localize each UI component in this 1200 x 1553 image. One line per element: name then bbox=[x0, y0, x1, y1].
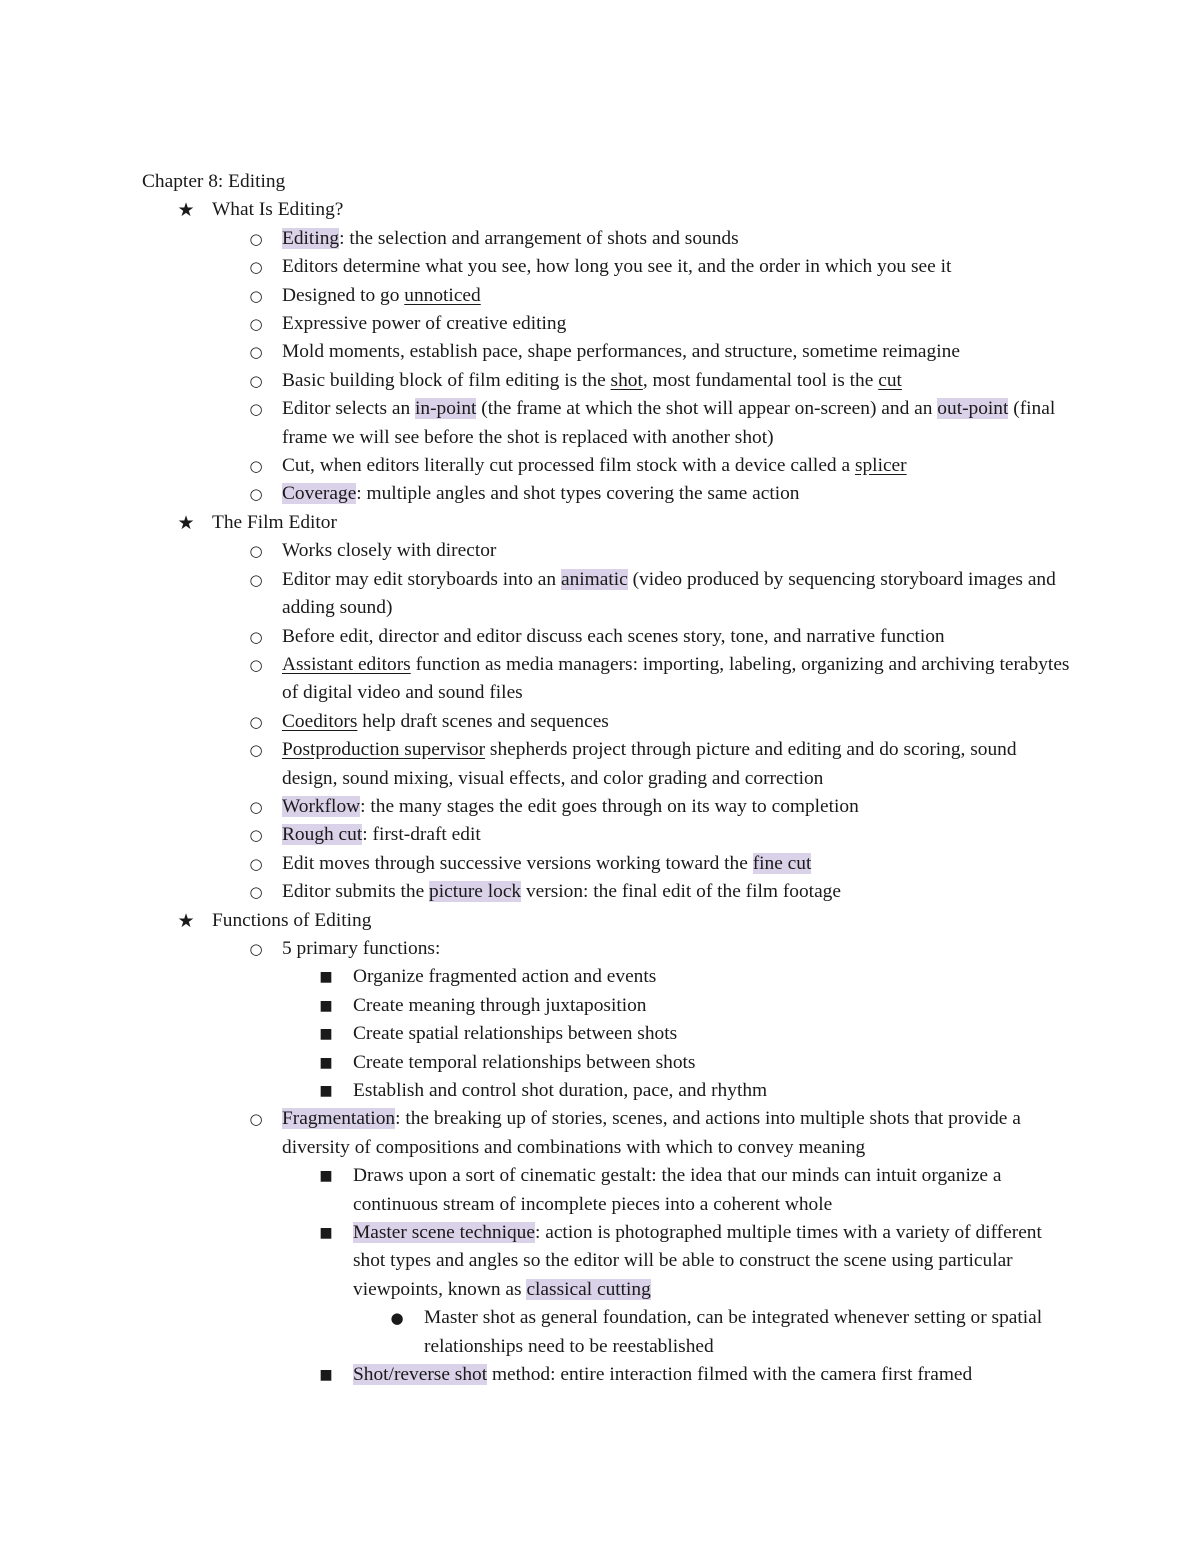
text-segment: : the breaking up of stories, scenes, and actions into multiple shots that provide a diversity of compositions and combinations with which to convey meaning bbox=[282, 1108, 1021, 1158]
outline-item-level-2 bbox=[142, 480, 1072, 508]
item-text bbox=[353, 995, 647, 1016]
item-text bbox=[282, 483, 799, 504]
text-segment: What Is Editing? bbox=[212, 199, 344, 221]
item-text bbox=[282, 711, 609, 732]
text-segment: (video produced by sequencing storyboard images and adding sound) bbox=[282, 568, 1056, 619]
hollow-circle-bullet-icon: ○ bbox=[249, 570, 263, 589]
highlighted-term: Fragmentation bbox=[282, 1108, 396, 1130]
highlighted-term: Shot/reverse shot bbox=[353, 1364, 488, 1386]
outline-item-level-2 bbox=[142, 736, 1072, 793]
hollow-circle-bullet-icon: ○ bbox=[249, 315, 263, 334]
text-segment: Basic building block of film editing is the bbox=[282, 369, 611, 391]
item-text bbox=[282, 256, 951, 277]
text-segment: Cut, when editors literally cut processed film stock with a device called a bbox=[282, 455, 855, 477]
outline-item-level-3 bbox=[142, 1219, 1072, 1304]
outline-item-level-3 bbox=[142, 1049, 1072, 1077]
outline-item-level-2 bbox=[142, 850, 1072, 878]
outline-item-level-2 bbox=[142, 623, 1072, 651]
hollow-circle-bullet-icon: ○ bbox=[249, 229, 263, 248]
highlighted-term: Coverage bbox=[282, 483, 357, 505]
outline-item-level-2 bbox=[142, 566, 1072, 623]
item-text bbox=[353, 1165, 1002, 1214]
item-text bbox=[282, 654, 1069, 703]
text-segment: : multiple angles and shot types covering the same action bbox=[356, 483, 800, 505]
document-body bbox=[142, 168, 1072, 1389]
text-segment: : first-draft edit bbox=[362, 824, 481, 846]
item-text bbox=[282, 285, 481, 306]
item-text bbox=[282, 796, 859, 817]
outline-item-level-2 bbox=[142, 338, 1072, 366]
highlighted-term: classical cutting bbox=[526, 1278, 651, 1300]
item-text bbox=[282, 398, 1055, 447]
text-segment: Before edit, director and editor discuss each scenes story, tone, and narrative function bbox=[282, 625, 945, 647]
item-text bbox=[212, 512, 337, 533]
text-segment: Create temporal relationships between shots bbox=[353, 1051, 696, 1073]
hollow-circle-bullet-icon: ○ bbox=[249, 854, 263, 873]
item-text bbox=[212, 199, 343, 220]
hollow-circle-bullet-icon: ○ bbox=[249, 655, 263, 674]
item-text bbox=[282, 853, 811, 874]
underlined-term: cut bbox=[878, 369, 902, 391]
text-segment: Editor may edit storyboards into an bbox=[282, 568, 561, 590]
item-text bbox=[353, 1052, 695, 1073]
underlined-term: splicer bbox=[854, 455, 907, 477]
outline-item-level-2 bbox=[142, 452, 1072, 480]
text-segment: : action is photographed multiple times with a variety of different shot types and angles so the editor will be able to construct the scene using particular viewpoints, known as bbox=[353, 1222, 1042, 1300]
outline-item-level-2 bbox=[142, 935, 1072, 963]
hollow-circle-bullet-icon: ○ bbox=[249, 286, 263, 305]
hollow-circle-bullet-icon: ○ bbox=[249, 258, 263, 277]
square-bullet-icon: ■ bbox=[319, 1168, 333, 1185]
text-segment: (the frame at which the shot will appear on-screen) and an bbox=[476, 398, 938, 420]
outline-item-level-2 bbox=[142, 282, 1072, 310]
outline-item-level-2 bbox=[142, 1105, 1072, 1162]
hollow-circle-bullet-icon: ○ bbox=[249, 826, 263, 845]
hollow-circle-bullet-icon: ○ bbox=[249, 457, 263, 476]
text-segment: Editors determine what you see, how long you see it, and the order in which you see it bbox=[282, 256, 952, 278]
text-segment: , most fundamental tool is the bbox=[642, 369, 879, 391]
outline-item-level-2 bbox=[142, 225, 1072, 253]
underlined-term: Assistant editors bbox=[282, 653, 411, 675]
text-segment: Functions of Editing bbox=[212, 909, 372, 931]
highlighted-term: Master scene technique bbox=[353, 1222, 535, 1244]
text-segment: Create meaning through juxtaposition bbox=[353, 994, 647, 1016]
square-bullet-icon: ■ bbox=[319, 997, 333, 1014]
text-segment: : the many stages the edit goes through on its way to completion bbox=[360, 795, 859, 817]
text-segment: shepherds project through picture and editing and do scoring, sound design, sound mixing, visual effects, and color grading and correction bbox=[282, 739, 1017, 789]
item-text bbox=[353, 1080, 767, 1101]
square-bullet-icon: ■ bbox=[319, 1026, 333, 1043]
underlined-term: unnoticed bbox=[404, 284, 481, 306]
outline-item-level-4 bbox=[142, 1304, 1072, 1361]
text-segment: Expressive power of creative editing bbox=[282, 313, 567, 335]
outline-list bbox=[142, 196, 1072, 1389]
text-segment: 5 primary functions: bbox=[282, 937, 441, 959]
text-segment: Editor submits the bbox=[282, 881, 430, 903]
text-segment: Designed to go bbox=[282, 284, 405, 306]
text-segment: Create spatial relationships between shots bbox=[353, 1023, 678, 1045]
star-bullet-icon: ★ bbox=[177, 909, 195, 932]
page-title: Chapter 8: Editing bbox=[142, 171, 286, 192]
text-segment: Edit moves through successive versions working toward the bbox=[282, 852, 753, 874]
square-bullet-icon: ■ bbox=[319, 1225, 333, 1242]
hollow-circle-bullet-icon: ○ bbox=[249, 542, 263, 561]
outline-item-level-2 bbox=[142, 310, 1072, 338]
outline-item-level-1 bbox=[142, 509, 1072, 537]
hollow-circle-bullet-icon: ○ bbox=[249, 741, 263, 760]
square-bullet-icon: ■ bbox=[319, 1083, 333, 1099]
text-segment: Mold moments, establish pace, shape performances, and structure, sometime reimagine bbox=[282, 341, 960, 363]
highlighted-term: Editing bbox=[282, 227, 340, 249]
outline-item-level-2 bbox=[142, 395, 1072, 452]
square-bullet-icon: ■ bbox=[319, 969, 333, 986]
highlighted-term: Workflow bbox=[282, 795, 361, 817]
highlighted-term: animatic bbox=[560, 568, 628, 590]
item-text bbox=[282, 313, 566, 334]
item-text bbox=[282, 881, 841, 902]
text-segment: Editor selects an bbox=[282, 398, 415, 420]
text-segment: method: entire interaction filmed with the camera first framed bbox=[487, 1364, 973, 1386]
item-text bbox=[282, 228, 739, 249]
item-text bbox=[212, 910, 371, 931]
item-text bbox=[282, 341, 960, 362]
item-text bbox=[282, 1108, 1021, 1157]
text-segment: Works closely with director bbox=[282, 540, 497, 562]
text-segment: Draws upon a sort of cinematic gestalt: the idea that our minds can intuit organize a continuous stream of incomplete pieces into a coherent whole bbox=[353, 1165, 1002, 1215]
text-segment: help draft scenes and sequences bbox=[357, 710, 609, 732]
text-segment: : the selection and arrangement of shots and sounds bbox=[339, 227, 739, 249]
item-text bbox=[353, 1364, 972, 1385]
highlighted-term: in-point bbox=[415, 398, 477, 420]
outline-item-level-3 bbox=[142, 1077, 1072, 1105]
star-bullet-icon: ★ bbox=[177, 511, 195, 534]
outline-item-level-2 bbox=[142, 651, 1072, 708]
text-segment: function as media managers: importing, labeling, organizing and archiving terabytes of digital video and sound files bbox=[282, 653, 1070, 704]
item-text bbox=[282, 938, 440, 959]
hollow-circle-bullet-icon: ○ bbox=[249, 371, 263, 390]
item-text bbox=[353, 1222, 1042, 1300]
text-segment: The Film Editor bbox=[212, 511, 337, 533]
item-text bbox=[282, 540, 496, 561]
text-segment: Master shot as general foundation, can be integrated whenever setting or spatial relationships need to be reestablished bbox=[424, 1307, 1043, 1357]
hollow-circle-bullet-icon: ○ bbox=[249, 1110, 263, 1129]
hollow-circle-bullet-icon: ○ bbox=[249, 400, 263, 419]
underlined-term: Coeditors bbox=[282, 710, 358, 732]
item-text bbox=[282, 824, 481, 845]
item-text bbox=[282, 739, 1017, 788]
hollow-circle-bullet-icon: ○ bbox=[249, 485, 263, 504]
hollow-circle-bullet-icon: ○ bbox=[249, 343, 263, 362]
highlighted-term: picture lock bbox=[429, 881, 522, 903]
outline-item-level-3 bbox=[142, 1361, 1072, 1389]
highlighted-term: out-point bbox=[937, 398, 1009, 420]
outline-item-level-1 bbox=[142, 907, 1072, 935]
text-segment: version: the final edit of the film footage bbox=[521, 881, 841, 903]
outline-item-level-2 bbox=[142, 367, 1072, 395]
text-segment: (final frame we will see before the shot is replaced with another shot) bbox=[282, 398, 1056, 448]
outline-item-level-3 bbox=[142, 992, 1072, 1020]
outline-item-level-2 bbox=[142, 821, 1072, 849]
outline-item-level-3 bbox=[142, 1020, 1072, 1048]
square-bullet-icon: ■ bbox=[319, 1367, 333, 1384]
outline-item-level-3 bbox=[142, 1162, 1072, 1219]
highlighted-term: Rough cut bbox=[282, 824, 363, 846]
underlined-term: shot bbox=[610, 369, 643, 391]
hollow-circle-bullet-icon: ○ bbox=[249, 939, 263, 958]
outline-item-level-2 bbox=[142, 708, 1072, 736]
text-segment: Establish and control shot duration, pace, and rhythm bbox=[353, 1080, 768, 1101]
text-segment: Organize fragmented action and events bbox=[353, 966, 657, 988]
outline-item-level-2 bbox=[142, 793, 1072, 821]
outline-item-level-3 bbox=[142, 963, 1072, 991]
item-text bbox=[282, 569, 1056, 618]
star-bullet-icon: ★ bbox=[177, 199, 195, 222]
outline-item-level-2 bbox=[142, 878, 1072, 906]
outline-item-level-1 bbox=[142, 196, 1072, 224]
item-text bbox=[282, 370, 902, 391]
item-text bbox=[282, 455, 907, 476]
hollow-circle-bullet-icon: ○ bbox=[249, 883, 263, 902]
highlighted-term: fine cut bbox=[752, 852, 812, 874]
item-text bbox=[353, 1023, 677, 1044]
item-text bbox=[424, 1307, 1042, 1356]
hollow-circle-bullet-icon: ○ bbox=[249, 712, 263, 731]
underlined-term: Postproduction supervisor bbox=[282, 739, 486, 761]
filled-circle-bullet-icon: ● bbox=[390, 1309, 404, 1328]
item-text bbox=[353, 966, 656, 987]
hollow-circle-bullet-icon: ○ bbox=[249, 627, 263, 646]
item-text bbox=[282, 626, 945, 647]
square-bullet-icon: ■ bbox=[319, 1054, 333, 1071]
outline-item-level-2 bbox=[142, 253, 1072, 281]
outline-item-level-2 bbox=[142, 537, 1072, 565]
hollow-circle-bullet-icon: ○ bbox=[249, 797, 263, 816]
